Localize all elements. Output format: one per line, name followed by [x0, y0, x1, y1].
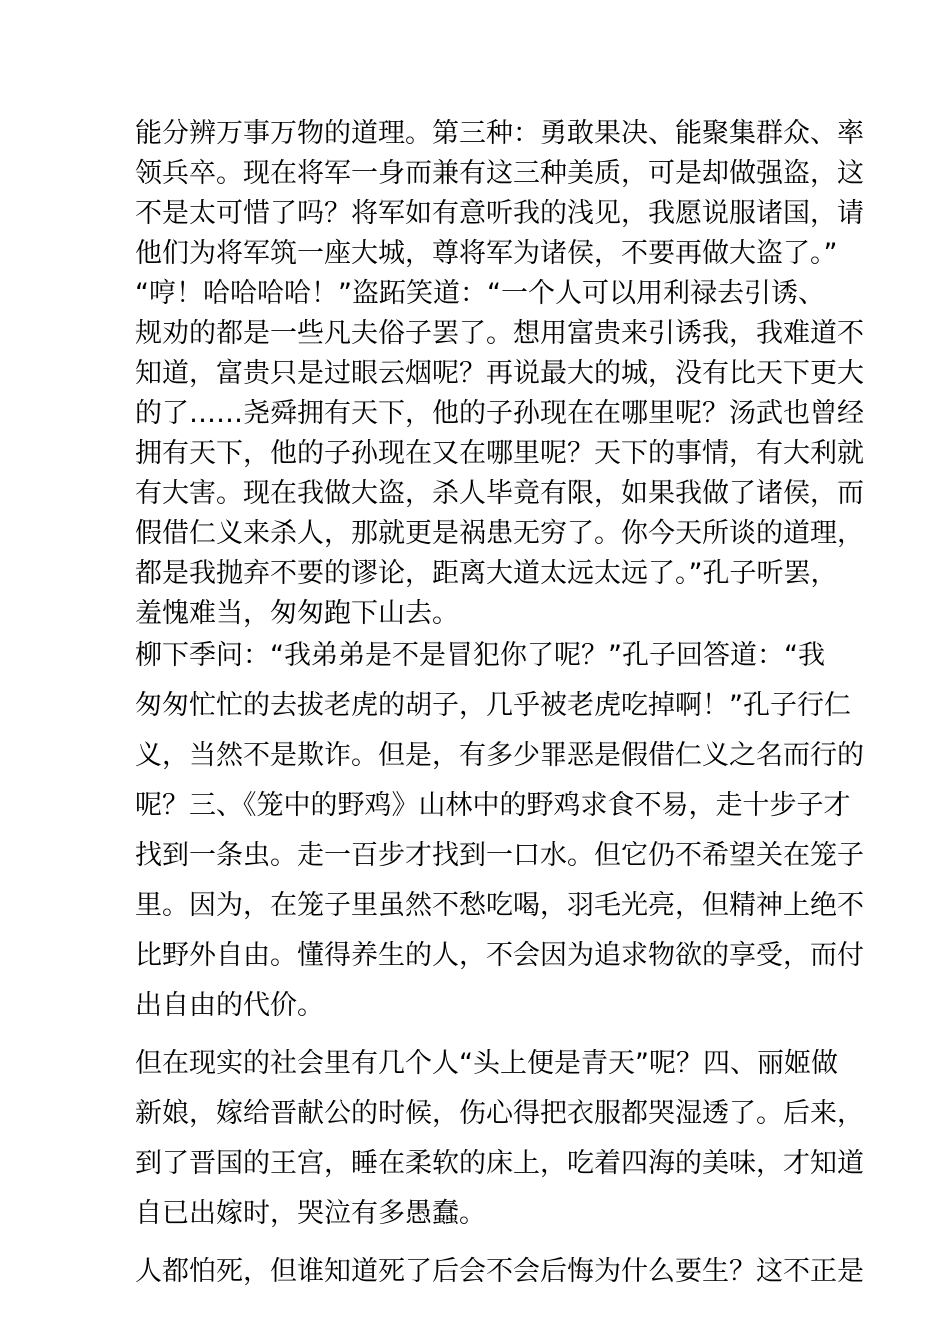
- text-line: 都是我抛弃不要的谬论，距离大道太远太远了。”孔子听罢，: [135, 558, 838, 589]
- text-line: 他们为将军筑一座大城，尊将军为诸侯，不要再做大盗了。”: [135, 238, 838, 269]
- text-line: 到了晋国的王宫，睡在柔软的床上，吃着四海的美味，才知道: [135, 1148, 864, 1179]
- text-line: 有大害。现在我做大盗，杀人毕竟有限，如果我做了诸侯，而: [135, 478, 864, 509]
- text-line: 知道，富贵只是过眼云烟呢？再说最大的城，没有比天下更大: [135, 358, 864, 389]
- text-line: 但在现实的社会里有几个人“头上便是青天”呢？四、丽姬做: [135, 1048, 838, 1079]
- text-line: 不是太可惜了吗？将军如有意听我的浅见，我愿说服诸国，请: [135, 198, 864, 229]
- text-line: 出自由的代价。: [135, 990, 324, 1021]
- text-line: 能分辨万事万物的道理。第三种：勇敢果决、能聚集群众、率: [135, 118, 864, 149]
- text-line: 羞愧难当，匆匆跑下山去。: [135, 598, 459, 629]
- text-line: 呢？三、《笼中的野鸡》山林中的野鸡求食不易，走十步子才: [135, 790, 851, 821]
- text-line: 自已出嫁时，哭泣有多愚蠢。: [135, 1198, 486, 1229]
- text-line: 人都怕死，但谁知道死了后会不会后悔为什么要生？这不正是: [135, 1256, 864, 1287]
- text-line: 的了……尧舜拥有天下，他的子孙现在在哪里呢？汤武也曾经: [135, 398, 864, 429]
- text-line: 义，当然不是欺诈。但是，有多少罪恶是假借仁义之名而行的: [135, 740, 864, 771]
- text-line: 新娘，嫁给晋献公的时候，伤心得把衣服都哭湿透了。后来，: [135, 1098, 864, 1129]
- text-line: 拥有天下，他的子孙现在又在哪里呢？天下的事情，有大利就: [135, 438, 864, 469]
- text-line: 找到一条虫。走一百步才找到一口水。但它仍不希望关在笼子: [135, 840, 864, 871]
- text-line: 领兵卒。现在将军一身而兼有这三种美质，可是却做强盗，这: [135, 158, 864, 189]
- text-line: “哼！哈哈哈哈！”盗跖笑道：“一个人可以用利禄去引诱、: [135, 278, 825, 309]
- text-line: 规劝的都是一些凡夫俗子罢了。想用富贵来引诱我，我难道不: [135, 318, 864, 349]
- text-line: 柳下季问：“我弟弟是不是冒犯你了呢？”孔子回答道：“我: [135, 640, 825, 671]
- text-line: 里。因为，在笼子里虽然不愁吃喝，羽毛光亮，但精神上绝不: [135, 890, 864, 921]
- text-line: 比野外自由。懂得养生的人，不会因为追求物欲的享受，而付: [135, 940, 864, 971]
- text-line: 假借仁义来杀人，那就更是祸患无穷了。你今天所谈的道理，: [135, 518, 864, 549]
- text-line: 匆匆忙忙的去拔老虎的胡子，几乎被老虎吃掉啊！”孔子行仁: [135, 690, 851, 721]
